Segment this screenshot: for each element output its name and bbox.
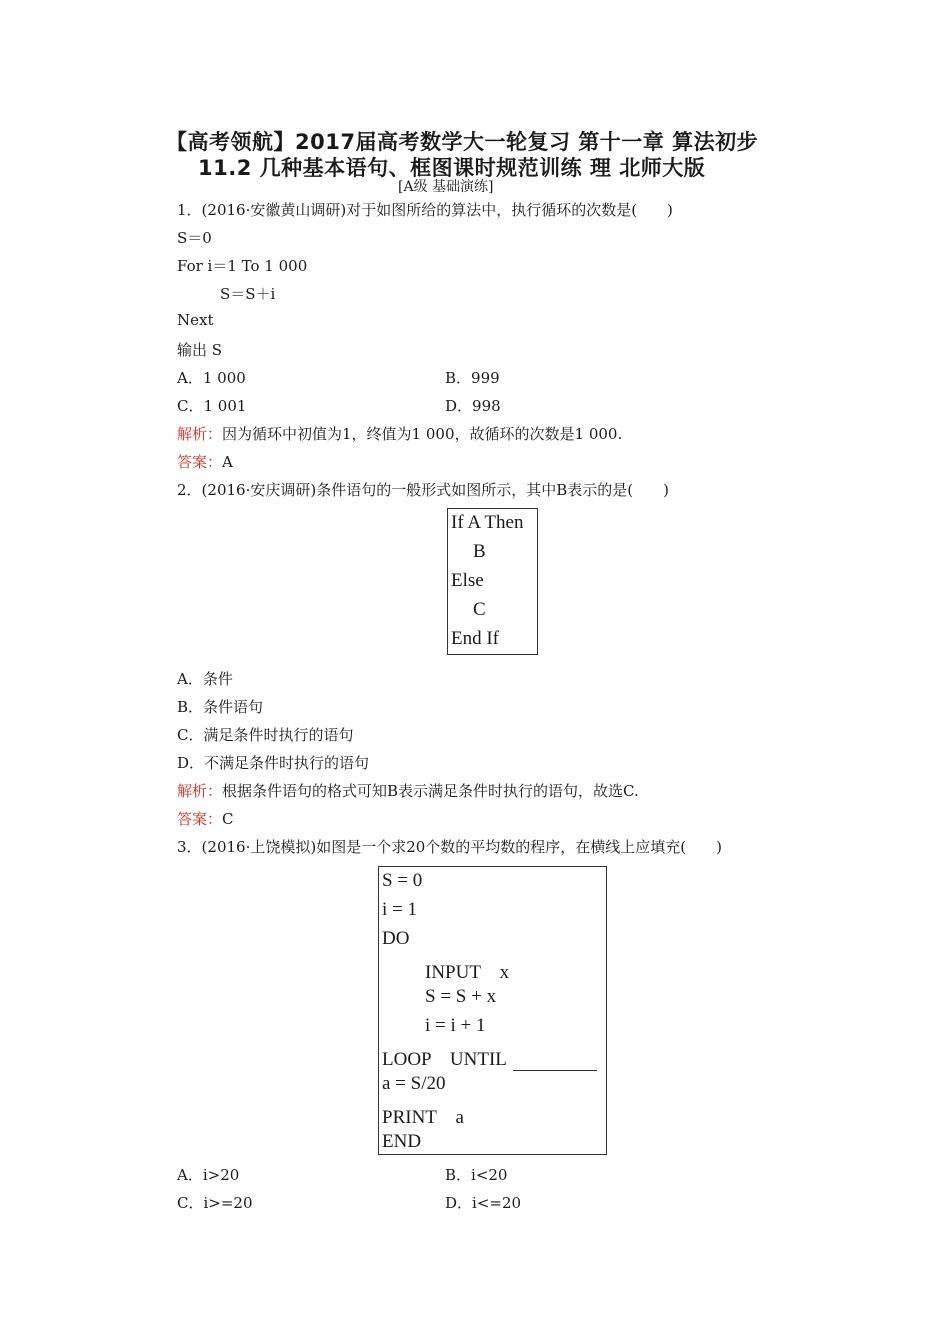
box-line: End If	[451, 628, 500, 649]
q2-analysis	[177, 780, 639, 801]
box-line: S = 0	[382, 870, 423, 891]
q3-option-b: B．i<20	[445, 1166, 508, 1184]
analysis-label: 解析：	[177, 782, 223, 800]
q1-option-d: D．998	[445, 397, 501, 415]
box-line: Else	[451, 570, 484, 591]
q1-code-line: S＝S＋i	[220, 285, 276, 303]
box-line: INPUT x	[425, 962, 510, 983]
q2-option-a: A．条件	[177, 670, 233, 688]
answer-text: C	[222, 810, 234, 828]
box-line: B	[473, 541, 486, 562]
q3-program-box	[378, 866, 607, 1155]
q1-analysis	[177, 423, 622, 444]
q1-option-c: C．1 001	[177, 397, 247, 415]
page-title-line1: 【高考领航】2017届高考数学大一轮复习 第十一章 算法初步	[166, 130, 759, 154]
box-line: S = S + x	[425, 986, 497, 1007]
q3-option-d: D．i<=20	[445, 1194, 522, 1212]
loop-until-text: LOOP UNTIL	[382, 1049, 507, 1070]
level-label: [A级 基础演练]	[398, 179, 494, 195]
box-line: If A Then	[451, 512, 524, 533]
box-line: i = i + 1	[425, 1015, 486, 1036]
q1-option-a: A．1 000	[177, 369, 246, 387]
box-line: a = S/20	[382, 1073, 446, 1094]
answer-text: A	[222, 453, 233, 471]
box-line: DO	[382, 928, 410, 949]
q2-option-d: D．不满足条件时执行的语句	[177, 754, 370, 772]
box-line	[382, 1044, 597, 1071]
box-line: i = 1	[382, 899, 417, 920]
analysis-text: 因为循环中初值为1，终值为1 000，故循环的次数是1 000.	[222, 425, 623, 443]
q1-stem: 1．(2016·安徽黄山调研)对于如图所给的算法中，执行循环的次数是( )	[177, 201, 673, 219]
q1-option-b: B．999	[445, 369, 500, 387]
q1-code-line: For i＝1 To 1 000	[177, 257, 308, 275]
fill-in-blank	[513, 1054, 597, 1071]
q3-option-c: C．i>=20	[177, 1194, 253, 1212]
q1-code-line: S＝0	[177, 229, 212, 247]
q1-code-line: 输出 S	[177, 341, 223, 359]
analysis-text: 根据条件语句的格式可知B表示满足条件时执行的语句，故选C.	[222, 782, 639, 800]
q1-code-line: Next	[177, 311, 214, 329]
q2-answer	[177, 808, 234, 829]
q1-answer	[177, 451, 233, 472]
q2-option-b: B．条件语句	[177, 698, 264, 716]
q2-if-then-box	[447, 508, 538, 655]
q2-stem: 2．(2016·安庆调研)条件语句的一般形式如图所示，其中B表示的是( )	[177, 481, 669, 499]
q2-option-c: C．满足条件时执行的语句	[177, 726, 354, 744]
page-title-line2: 11.2 几种基本语句、框图课时规范训练 理 北师大版	[198, 156, 706, 180]
analysis-label: 解析：	[177, 425, 223, 443]
q3-option-a: A．i>20	[177, 1166, 240, 1184]
box-line: C	[473, 599, 486, 620]
box-line: END	[382, 1131, 422, 1152]
q3-stem: 3．(2016·上饶模拟)如图是一个求20个数的平均数的程序，在横线上应填充( )	[177, 838, 722, 856]
answer-label: 答案：	[177, 810, 223, 828]
box-line: PRINT a	[382, 1107, 464, 1128]
answer-label: 答案：	[177, 453, 223, 471]
